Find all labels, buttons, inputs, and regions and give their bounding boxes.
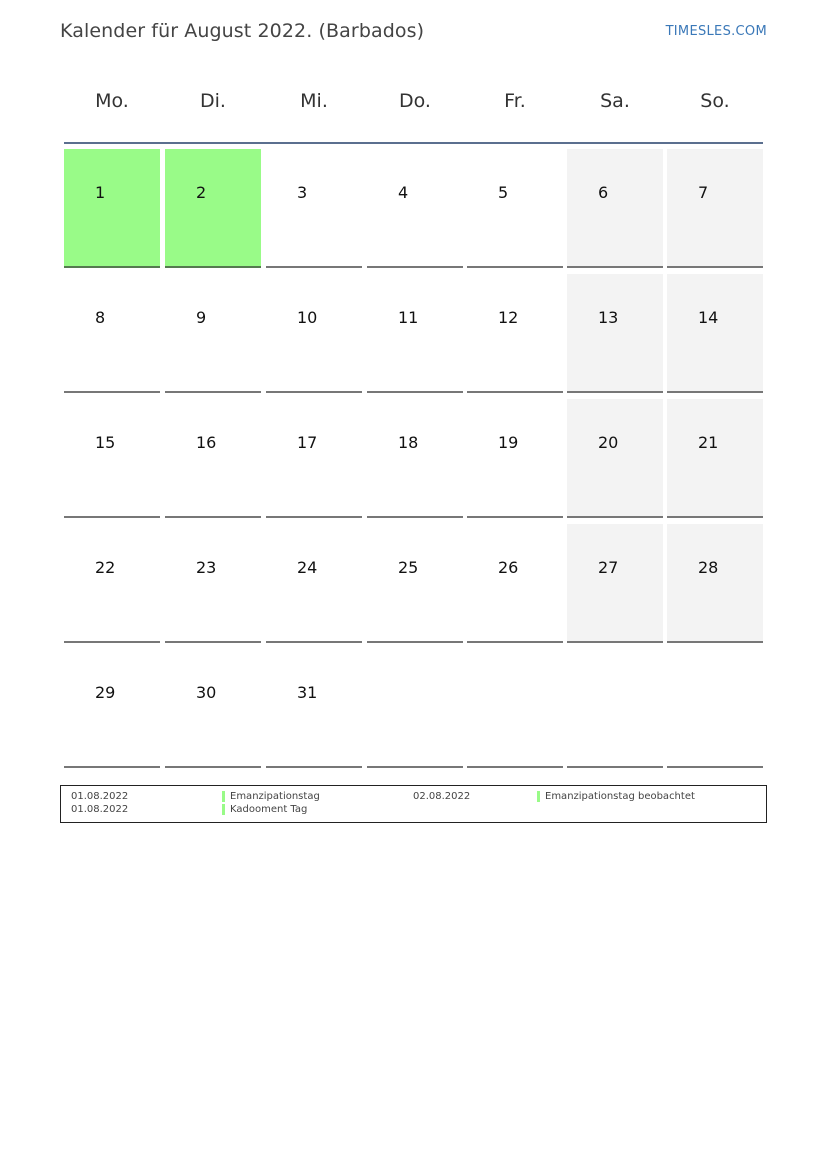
- day-number: 14: [698, 308, 719, 327]
- day-number: 18: [398, 433, 419, 452]
- page-title: Kalender für August 2022. (Barbados): [60, 20, 425, 42]
- empty-cell: [367, 649, 463, 768]
- day-number: 5: [498, 183, 509, 202]
- header-divider: [64, 142, 763, 144]
- day-cell[interactable]: [266, 649, 362, 768]
- legend-date: 01.08.2022: [71, 791, 129, 802]
- weekday-thu: Do.: [399, 90, 431, 112]
- legend-color-bar: [222, 791, 225, 802]
- day-cell[interactable]: [64, 274, 160, 393]
- day-cell[interactable]: [64, 524, 160, 643]
- day-cell[interactable]: [64, 399, 160, 518]
- legend-name: Kadooment Tag: [230, 804, 308, 815]
- day-number: 30: [196, 683, 217, 702]
- day-cell[interactable]: [667, 399, 763, 518]
- day-number: 12: [498, 308, 519, 327]
- empty-cell: [667, 649, 763, 768]
- day-number: 11: [398, 308, 419, 327]
- day-number: 16: [196, 433, 217, 452]
- legend-color-bar: [537, 791, 540, 802]
- day-cell[interactable]: [165, 399, 261, 518]
- legend-date: 02.08.2022: [413, 791, 471, 802]
- day-number: 8: [95, 308, 106, 327]
- day-cell[interactable]: [467, 149, 563, 268]
- day-number: 13: [598, 308, 619, 327]
- day-cell[interactable]: [467, 274, 563, 393]
- weekday-header: [64, 90, 763, 120]
- day-cell[interactable]: [64, 149, 160, 268]
- day-cell[interactable]: [367, 149, 463, 268]
- day-number: 19: [498, 433, 519, 452]
- day-number: 31: [297, 683, 318, 702]
- weekday-fri: Fr.: [504, 90, 526, 112]
- day-cell[interactable]: [567, 149, 663, 268]
- day-number: 1: [95, 183, 106, 202]
- day-cell[interactable]: [266, 399, 362, 518]
- day-number: 27: [598, 558, 619, 577]
- day-number: 25: [398, 558, 419, 577]
- day-number: 24: [297, 558, 318, 577]
- day-cell[interactable]: [64, 649, 160, 768]
- day-cell[interactable]: [165, 274, 261, 393]
- day-number: 26: [498, 558, 519, 577]
- weekday-wed: Mi.: [300, 90, 328, 112]
- day-number: 4: [398, 183, 409, 202]
- weekday-sat: Sa.: [600, 90, 630, 112]
- day-number: 7: [698, 183, 709, 202]
- day-cell[interactable]: [667, 274, 763, 393]
- day-number: 2: [196, 183, 207, 202]
- day-number: 6: [598, 183, 609, 202]
- site-link[interactable]: TIMESLES.COM: [665, 24, 767, 39]
- day-number: 29: [95, 683, 116, 702]
- day-cell[interactable]: [165, 649, 261, 768]
- day-cell[interactable]: [266, 524, 362, 643]
- day-number: 21: [698, 433, 719, 452]
- day-number: 9: [196, 308, 207, 327]
- day-cell[interactable]: [567, 274, 663, 393]
- legend-name: Emanzipationstag beobachtet: [545, 791, 695, 802]
- day-cell[interactable]: [165, 524, 261, 643]
- day-cell[interactable]: [467, 399, 563, 518]
- day-cell[interactable]: [567, 399, 663, 518]
- day-cell[interactable]: [367, 274, 463, 393]
- day-number: 20: [598, 433, 619, 452]
- legend-date: 01.08.2022: [71, 804, 129, 815]
- day-number: 23: [196, 558, 217, 577]
- day-number: 10: [297, 308, 318, 327]
- weekday-tue: Di.: [200, 90, 226, 112]
- day-number: 28: [698, 558, 719, 577]
- day-cell[interactable]: [266, 149, 362, 268]
- day-cell[interactable]: [367, 399, 463, 518]
- day-cell[interactable]: [467, 524, 563, 643]
- day-cell[interactable]: [667, 524, 763, 643]
- day-cell[interactable]: [567, 524, 663, 643]
- day-number: 17: [297, 433, 318, 452]
- empty-cell: [467, 649, 563, 768]
- day-number: 3: [297, 183, 308, 202]
- weekday-mon: Mo.: [95, 90, 129, 112]
- day-number: 22: [95, 558, 116, 577]
- weekday-sun: So.: [700, 90, 730, 112]
- legend-color-bar: [222, 804, 225, 815]
- day-cell[interactable]: [266, 274, 362, 393]
- empty-cell: [567, 649, 663, 768]
- day-number: 15: [95, 433, 116, 452]
- legend-name: Emanzipationstag: [230, 791, 320, 802]
- day-cell[interactable]: [667, 149, 763, 268]
- day-cell[interactable]: [165, 149, 261, 268]
- day-cell[interactable]: [367, 524, 463, 643]
- holiday-legend: [60, 785, 767, 823]
